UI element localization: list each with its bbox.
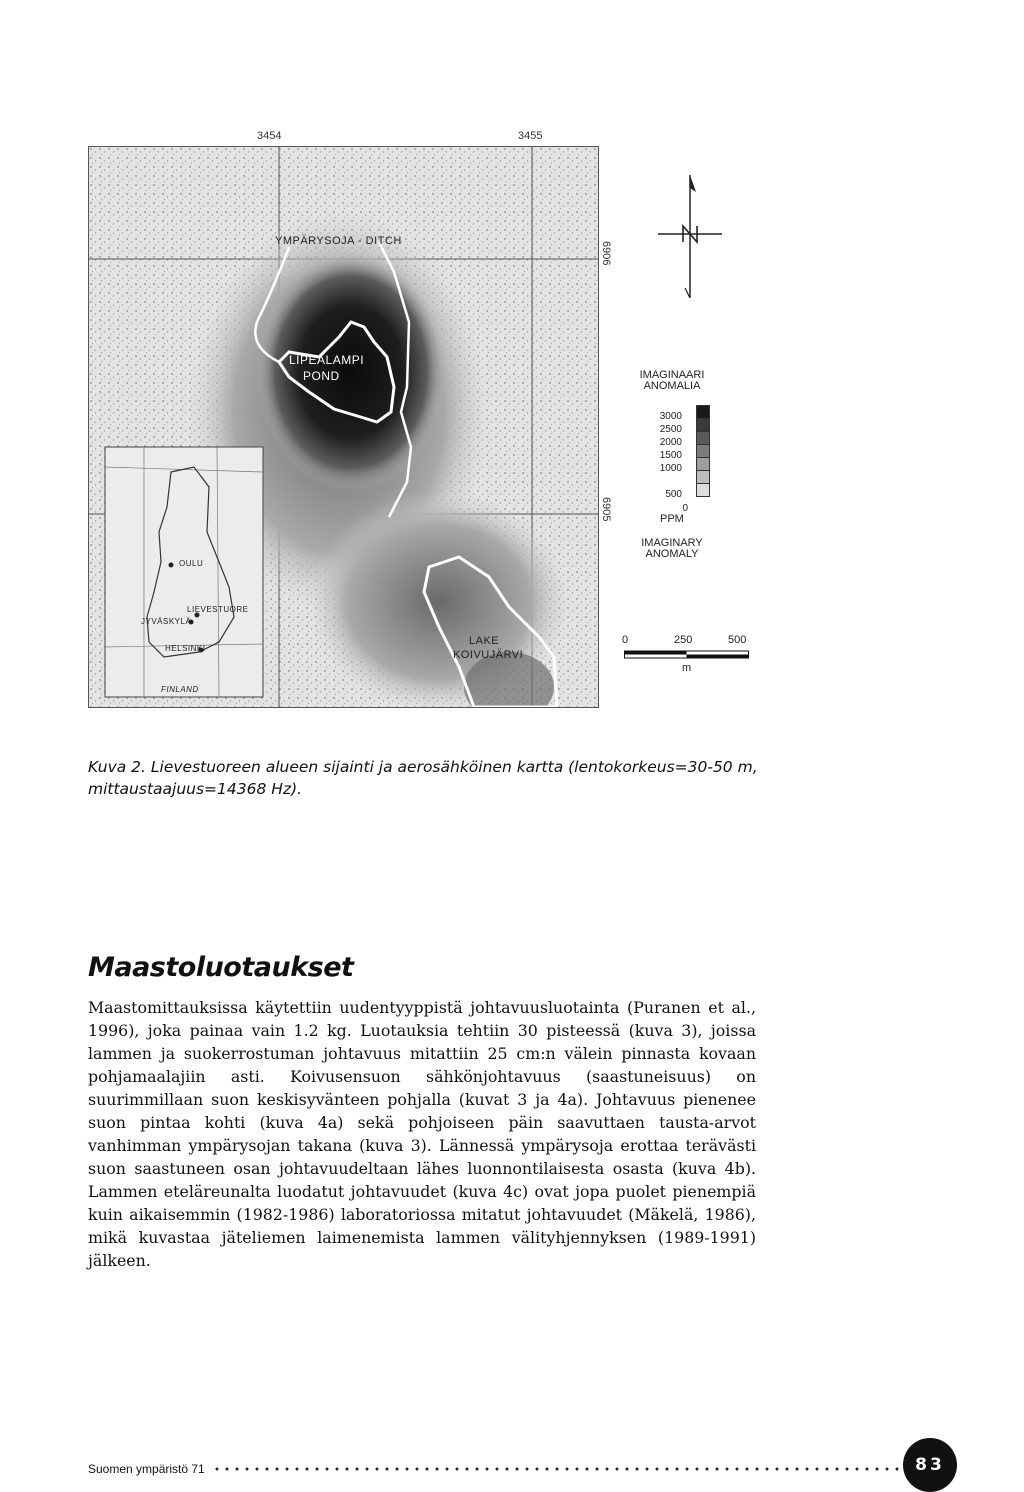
legend-swatch-1000: [696, 457, 710, 471]
lake-label-1: LAKE: [469, 635, 500, 647]
legend-value-2500: 2500: [659, 424, 682, 435]
scale-bar: [624, 650, 750, 660]
grid-coord-6906: 6906: [600, 241, 612, 266]
ditch-label: YMPÄRYSOJA - DITCH: [275, 235, 402, 247]
grid-coord-3454: 3454: [257, 130, 282, 142]
page-number-badge: [903, 1438, 957, 1492]
scale-tick-500: 500: [728, 634, 747, 646]
legend-value-500: 500: [665, 489, 682, 500]
legend-unit: PPM: [660, 513, 684, 525]
footer-dot-leader: [212, 1467, 900, 1471]
legend-title-en: [626, 538, 718, 560]
legend-value-2000: 2000: [659, 437, 682, 448]
legend-value-1000: 1000: [659, 463, 682, 474]
aeroelectric-map: [88, 146, 599, 708]
lake-label-2: KOIVUJÄRVI: [453, 649, 524, 661]
scale-tick-250: 250: [674, 634, 693, 646]
scale-unit: m: [682, 662, 692, 674]
north-arrow-icon: [656, 170, 726, 305]
section-heading: Maastoluotaukset: [88, 952, 354, 983]
legend-title-en-line2: ANOMALY: [645, 548, 699, 560]
legend-swatch-2500: [696, 418, 710, 432]
body-paragraph: Maastomittauksissa käytettiin uudentyyppistä johtavuusluotainta (Puranen et al., 1996), joka painaa vain 1.2 kg. Luotauksia tehtiin 30 pisteessä (kuva 3), joissa lammen ja suokerrostuman johtavuus mitattiin 25 cm:n välein pinnasta kovaan pohjamaalajiin asti. Koivusensuon sähkönjohtavuus (saastuneisuus) on suurimmillaan suon keskisyvänteen pohjalla (kuvat 3 ja 4a). Johtavuus pienenee suon pintaa kohti (kuva 4a) sekä pohjoiseen päin saavuttaen tausta-arvot vanhimman ympärysojan takana (kuva 3). Lännessä ympärysoja erottaa terävästi suon saastuneen osan johtavuudeltaan lähes luonnontilaisesta osasta (kuva 4b). Lammen eteläreunalta luodatut johtavuudet (kuva 4c) ovat jopa puolet pienempiä kuin aikaisemmin (1982-1986) laboratoriossa mitatut johtavuudet (Mäkelä, 1986), mikä kuvastaa jäteliemen laimenemista lammen välityhjennyksen (1989-1991) jälkeen.: [88, 998, 756, 1270]
inset-label-jyvaskyla: JYVÄSKYLÄ: [141, 617, 192, 626]
legend-swatch-2000: [696, 431, 710, 445]
legend-title-fi-line2: ANOMALIA: [643, 380, 701, 392]
pond-label-fi: LIPEALAMPI: [289, 353, 365, 367]
pond-label-en: POND: [303, 369, 340, 383]
inset-label-helsinki: HELSINKI: [165, 644, 206, 653]
grid-coord-3455: 3455: [518, 130, 543, 142]
inset-label-oulu: OULU: [179, 559, 204, 568]
legend-swatch-3000: [696, 405, 710, 419]
inset-label-finland: FINLAND: [161, 685, 199, 694]
figure: [0, 0, 1024, 720]
legend-title-en-line1: IMAGINARY: [641, 537, 703, 549]
figure-caption: Kuva 2. Lievestuoreen alueen sijainti ja aerosähköinen kartta (lentokorkeus=30-50 m, mittaustaajuus=14368 Hz).: [88, 758, 758, 798]
footer-publication: Suomen ympäristö 71: [88, 1462, 205, 1476]
grid-coord-6905: 6905: [600, 497, 612, 522]
legend-value-3000: 3000: [659, 411, 682, 422]
inset-label-lievestuore: LIEVESTUORE: [187, 605, 249, 614]
legend-title-fi-line1: IMAGINAARI: [639, 369, 705, 381]
legend-swatch-500: [696, 470, 710, 484]
legend-title-fi: [626, 370, 718, 392]
scale-tick-0: 0: [622, 634, 629, 646]
legend-value-0: 0: [682, 503, 688, 514]
legend-value-1500: 1500: [659, 450, 682, 461]
page-number: 83: [915, 1455, 945, 1475]
legend-swatch-0: [696, 483, 710, 497]
legend-swatch-1500: [696, 444, 710, 458]
